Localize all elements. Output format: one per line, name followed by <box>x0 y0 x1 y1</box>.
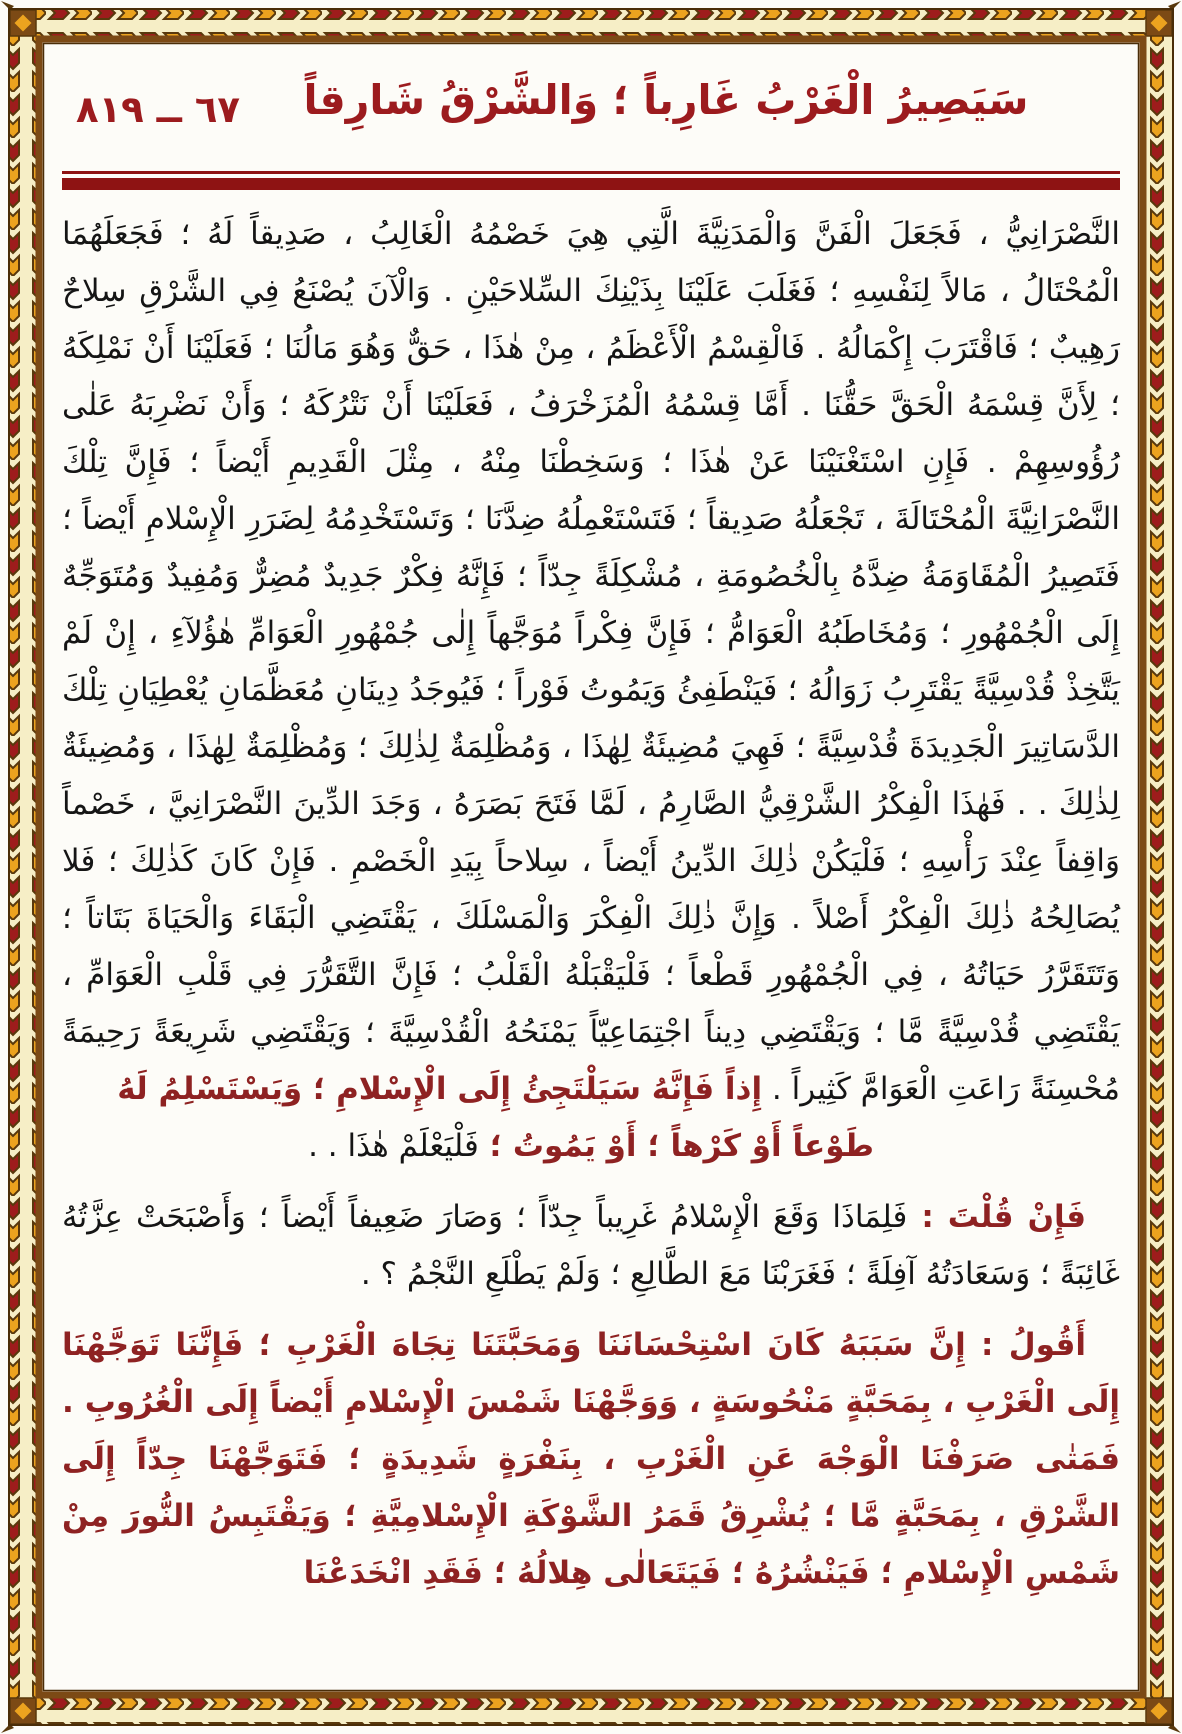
text-segment-red: طَوْعاً أَوْ كَرْهاً ؛ أَوْ يَمُوتُ ؛ <box>478 1128 874 1164</box>
page-title: سَيَصِيرُ الْغَرْبُ غَارِباً ؛ وَالشَّرْقُ شَارِقاً <box>303 76 1029 124</box>
page-content <box>62 70 1120 1684</box>
body-paragraph-1 <box>62 206 1120 1118</box>
text-segment-black: فَلِمَاذَا وَقَعَ الْإِسْلامُ غَرِيباً جِدّاً ؛ وَصَارَ ضَعِيفاً أَيْضاً ؛ وَأَصْبَحَتْ عِزَّتُهُ غَائِبَةً ؛ وَسَعَادَتُهُ آفِلَةً ؛ فَغَرَبْنَا مَعَ الطَّالِعِ ؛ وَلَمْ يَطْلَعِ النَّجْمُ ؟ . <box>62 1199 1120 1292</box>
text-segment-red: فَإِنْ قُلْتَ : <box>907 1199 1086 1235</box>
body-text <box>62 206 1120 1602</box>
text-segment-black: النَّصْرَانِيُّ ، فَجَعَلَ الْفَنَّ وَالْمَدَنِيَّةَ الَّتِي هِيَ خَصْمُهُ الْغَالِبُ ، صَدِيقاً لَهُ ؛ فَجَعَلَهُمَا الْمُحْتَالُ ، مَالاً لِنَفْسِهِ ؛ فَغَلَبَ عَلَيْنَا بِذَيْنِكَ السِّلاحَيْنِ . وَالْآنَ يُصْنَعُ فِي الشَّرْقِ سِلاحٌ رَهِيبٌ ؛ فَاقْتَرَبَ إِكْمَالُهُ . فَالْقِسْمُ الْأَعْظَمُ ، مِنْ هٰذَا ، حَقٌّ وَهُوَ مَالُنَا ؛ فَعَلَيْنَا أَنْ نَمْلِكَهُ ؛ لِأَنَّ قِسْمَهُ الْحَقَّ حَقُّنَا . أَمَّا قِسْمُهُ الْمُزَخْرَفُ ، فَعَلَيْنَا أَنْ نَتْرُكَهُ ؛ وَأَنْ نَضْرِبَهُ عَلٰى رُؤُوسِهِمْ . فَإِنِ اسْتَغْنَيْنَا عَنْ هٰذَا ؛ وَسَخِطْنَا مِنْهُ ، مِثْلَ الْقَدِيمِ أَيْضاً ؛ فَإِنَّ تِلْكَ النَّصْرَانِيَّةَ الْمُحْتَالَةَ ، تَجْعَلُهُ صَدِيقاً ؛ فَتَسْتَعْمِلُهُ ضِدَّنَا ؛ وَتَسْتَخْدِمُهُ لِضَرَرِ الْإِسْلامِ أَيْضاً ؛ فَتَصِيرُ الْمُقَاوَمَةُ ضِدَّهُ بِالْخُصُومَةِ ، مُشْكِلَةً جِدّاً ؛ فَإِنَّهُ فِكْرٌ جَدِيدٌ مُضِرٌّ وَمُفِيدٌ وَمُتَوَجِّهٌ إِلَى الْجُمْهُورِ ؛ وَمُخَاطَبُهُ الْعَوَامُّ ؛ فَإِنَّ فِكْراً مُوَجَّهاً إِلٰى جُمْهُورِ الْعَوَامِّ هٰؤُلآءِ ، إِنْ لَمْ يَتَّخِذْ قُدْسِيَّةً يَقْتَرِبُ زَوَالُهُ ؛ فَيَنْطَفِئُ وَيَمُوتُ فَوْراً ؛ فَيُوجَدُ دِينَانِ مُعَظَّمَانِ يُعْطِيَانِ تِلْكَ الدَّسَاتِيرَ الْجَدِيدَةَ قُدْسِيَّةً ؛ فَهِيَ مُضِيئَةٌ لِهٰذَا ، وَمُظْلِمَةٌ لِذٰلِكَ ؛ وَمُظْلِمَةٌ لِهٰذَا ، وَمُضِيئَةٌ لِذٰلِكَ . . فَهٰذَا الْفِكْرُ الشَّرْقِيُّ الصَّارِمُ ، لَمَّا فَتَحَ بَصَرَهُ ، وَجَدَ الدِّينَ النَّصْرَانِيَّ ، خَصْماً وَاقِفاً عِنْدَ رَأْسِهِ ؛ فَلْيَكُنْ ذٰلِكَ الدِّينُ أَيْضاً ، سِلاحاً بِيَدِ الْخَصْمِ . فَإِنْ كَانَ كَذٰلِكَ ؛ فَلا يُصَالِحُهُ ذٰلِكَ الْفِكْرُ أَصْلاً . وَإِنَّ ذٰلِكَ الْفِكْرَ وَالْمَسْلَكَ ، يَقْتَضِي الْبَقَاءَ وَالْحَيَاةَ بَتَاتاً ؛ وَتَتَقَرَّرُ حَيَاتُهُ ، فِي الْجُمْهُورِ قَطْعاً ؛ فَلْيَقْبَلْهُ الْقَلْبُ ؛ فَإِنَّ التَّقَرُّرَ فِي قَلْبِ الْعَوَامِّ ، يَقْتَضِي قُدْسِيَّةً مَّا ؛ وَيَقْتَضِي دِيناً اجْتِمَاعِيّاً يَمْنَحُهُ الْقُدْسِيَّةَ ؛ وَيَقْتَضِي شَرِيعَةً رَحِيمَةً مُحْسِنَةً رَاعَتِ الْعَوَامَّ كَثِيراً . <box>62 216 1120 1107</box>
answer-paragraph <box>62 1317 1120 1602</box>
header-divider-rule <box>62 178 1120 190</box>
text-segment-red: إِذاً فَإِنَّهُ سَيَلْتَجِئُ إِلَى الْإِسْلامِ ؛ وَيَسْتَسْلِمُ لَهُ <box>117 1071 763 1107</box>
page-header <box>62 70 1120 156</box>
question-paragraph <box>62 1189 1120 1303</box>
page-number: ٦٧ ــ ٨١٩ <box>76 88 240 131</box>
body-paragraph-1-closing-line <box>62 1118 1120 1175</box>
text-segment-red: أَقُولُ : إِنَّ سَبَبَهُ كَانَ اسْتِحْسَانَنَا وَمَحَبَّتَنَا تِجَاهَ الْغَرْبِ ؛ فَإِنَّنَا تَوَجَّهْنَا إِلَى الْغَرْبِ ، بِمَحَبَّةٍ مَنْحُوسَةٍ ، وَوَجَّهْنَا شَمْسَ الْإِسْلامِ أَيْضاً إِلَى الْغُرُوبِ . فَمَتٰى صَرَفْنَا الْوَجْهَ عَنِ الْغَرْبِ ، بِنَفْرَةٍ شَدِيدَةٍ ؛ فَتَوَجَّهْنَا جِدّاً إِلَى الشَّرْقِ ، بِمَحَبَّةٍ مَّا ؛ يُشْرِقُ قَمَرُ الشَّوْكَةِ الْإِسْلامِيَّةِ ؛ وَيَقْتَبِسُ النُّورَ مِنْ شَمْسِ الْإِسْلامِ ؛ فَيَنْشُرُهُ ؛ فَيَتَعَالٰى هِلالُهُ ؛ فَقَدِ انْخَدَعْنَا <box>62 1327 1120 1591</box>
text-segment-black: فَلْيَعْلَمْ هٰذَا . . <box>308 1128 479 1164</box>
